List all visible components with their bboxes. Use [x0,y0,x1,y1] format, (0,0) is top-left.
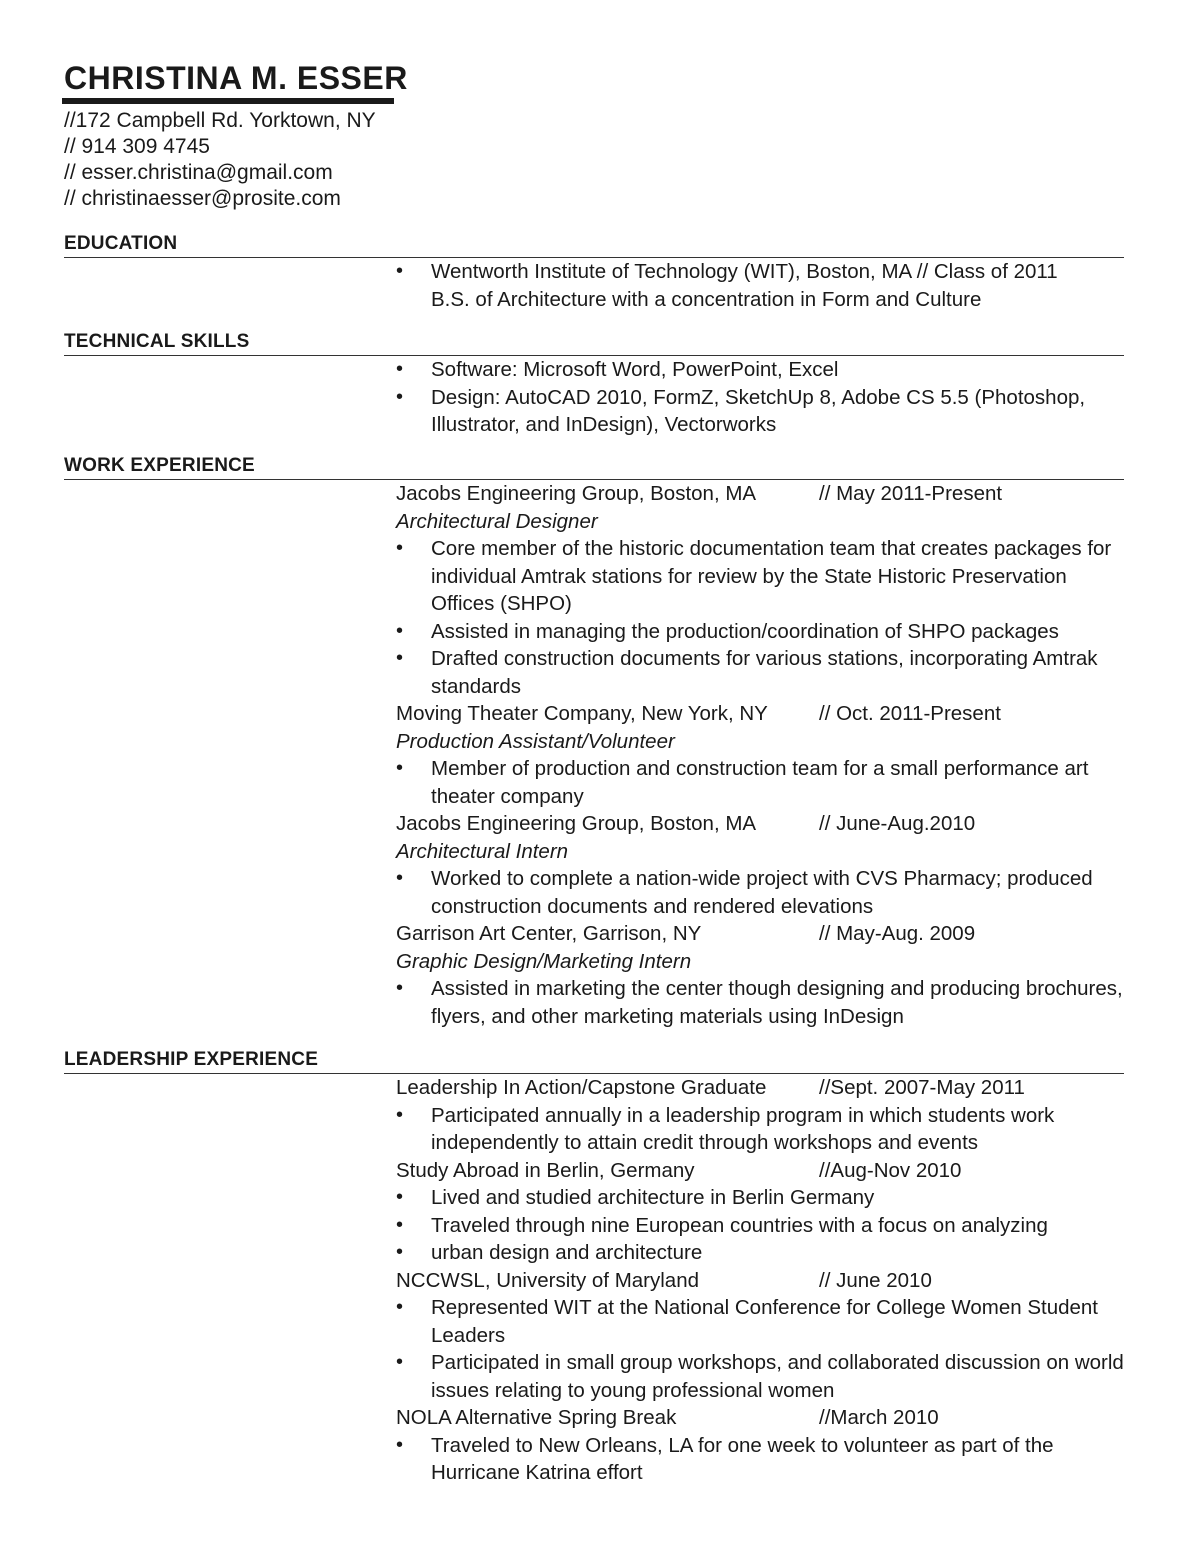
contact-phone: // 914 309 4745 [64,135,210,158]
job-bullet: • Assisted in marketing the center though designing and producing brochures, flyers, and other marketing materials using InDesign [396,975,1124,1030]
job-org: Moving Theater Company, New York, NY [396,702,768,725]
education-section [64,233,1124,313]
job-bullet: • Core member of the historic documentation team that creates packages for individual Amtrak stations for review by the State Historic Preservation Offices (SHPO) [396,535,1124,618]
job-entry [396,920,1124,1030]
leadership-header [396,1267,1124,1295]
leadership-org: Leadership In Action/Capstone Graduate [396,1076,767,1099]
skills-item-design: • Design: AutoCAD 2010, FormZ, SketchUp 8, Adobe CS 5.5 (Photoshop, Illustrator, and InDesign), Vectorworks [396,384,1124,439]
job-bullet: • Member of production and construction team for a small performance art theater company [396,755,1124,810]
job-bullets [396,865,1124,920]
job-header [396,480,1124,508]
job-bullets [396,975,1124,1030]
leadership-entry [396,1074,1124,1157]
job-bullets [396,535,1124,700]
leadership-bullets [396,1102,1124,1157]
leadership-header [396,1404,1124,1432]
contact-website: // christinaesser@prosite.com [64,187,341,210]
contact-address: //172 Campbell Rd. Yorktown, NY [64,109,376,132]
leadership-date: //March 2010 [819,1406,939,1429]
job-header [396,810,1124,838]
leadership-org: NCCWSL, University of Maryland [396,1268,700,1292]
leadership-entry [396,1404,1124,1487]
job-bullet: • Assisted in managing the production/coordination of SHPO packages [396,618,1124,646]
education-item: • Wentworth Institute of Technology (WIT), Boston, MA // Class of 2011 B.S. of Architecture with a concentration in Form and Culture [396,258,1096,313]
leadership-date: // June 2010 [819,1268,932,1292]
skills-list [396,356,1124,439]
job-org: Jacobs Engineering Group, Boston, MA [396,482,757,505]
contact-email: // esser.christina@gmail.com [64,161,333,184]
education-title: EDUCATION [64,233,1124,258]
leadership-org: Study Abroad in Berlin, Germany [396,1158,695,1182]
leadership-bullet: • Traveled through nine European countries with a focus on analyzing [396,1212,1124,1240]
leadership-bullets [396,1432,1124,1487]
leadership-bullet: • Lived and studied architecture in Berlin Germany [396,1184,1124,1212]
job-date: // Oct. 2011-Present [819,702,1001,725]
leadership-org: NOLA Alternative Spring Break [396,1406,677,1429]
job-role: Graphic Design/Marketing Intern [396,949,692,973]
leadership-header [396,1074,1124,1102]
leadership-section [64,1049,1124,1487]
education-body [396,258,1096,313]
leadership-bullets [396,1184,1124,1267]
leadership-bullet: • urban design and architecture [396,1239,1124,1267]
work-title: WORK EXPERIENCE [64,455,1124,480]
leadership-title: LEADERSHIP EXPERIENCE [64,1049,1124,1074]
leadership-bullet: • Traveled to New Orleans, LA for one week to volunteer as part of the Hurricane Katrina effort [396,1432,1124,1487]
leadership-date: //Aug-Nov 2010 [819,1158,962,1182]
skills-body [396,356,1124,439]
job-org: Garrison Art Center, Garrison, NY [396,922,702,945]
job-entry [396,700,1124,810]
job-date: // May 2011-Present [819,482,1003,505]
job-date: // June-Aug.2010 [819,812,976,835]
leadership-bullet: • Participated in small group workshops, and collaborated discussion on world issues relating to young professional women [396,1349,1124,1404]
job-org: Jacobs Engineering Group, Boston, MA [396,812,757,835]
job-bullet: • Worked to complete a nation-wide project with CVS Pharmacy; produced construction documents and rendered elevations [396,865,1124,920]
job-header [396,920,1124,948]
education-list [396,258,1096,313]
job-entry [396,810,1124,920]
resume-name: CHRISTINA M. ESSER [64,60,408,96]
job-entry [396,480,1124,700]
leadership-bullets [396,1294,1124,1404]
job-role: Production Assistant/Volunteer [396,729,675,753]
work-body [396,480,1124,1030]
job-role: Architectural Intern [396,839,569,863]
leadership-bullet: • Participated annually in a leadership program in which students work independently to attain credit through workshops and events [396,1102,1124,1157]
leadership-date: //Sept. 2007-May 2011 [819,1076,1025,1099]
job-date: // May-Aug. 2009 [819,922,976,945]
skills-title: TECHNICAL SKILLS [64,331,1124,356]
contact-block [64,108,376,212]
name-underline [62,98,394,104]
leadership-entry [396,1157,1124,1267]
leadership-bullet: • Represented WIT at the National Conference for College Women Student Leaders [396,1294,1124,1349]
work-section [64,455,1124,1030]
skills-section [64,331,1124,439]
job-role: Architectural Designer [396,509,598,533]
leadership-header [396,1157,1124,1185]
skills-item-software: • Software: Microsoft Word, PowerPoint, Excel [396,356,1124,384]
leadership-entry [396,1267,1124,1405]
job-bullet: • Drafted construction documents for various stations, incorporating Amtrak standards [396,645,1124,700]
leadership-body [396,1074,1124,1487]
job-header [396,700,1124,728]
job-bullets [396,755,1124,810]
